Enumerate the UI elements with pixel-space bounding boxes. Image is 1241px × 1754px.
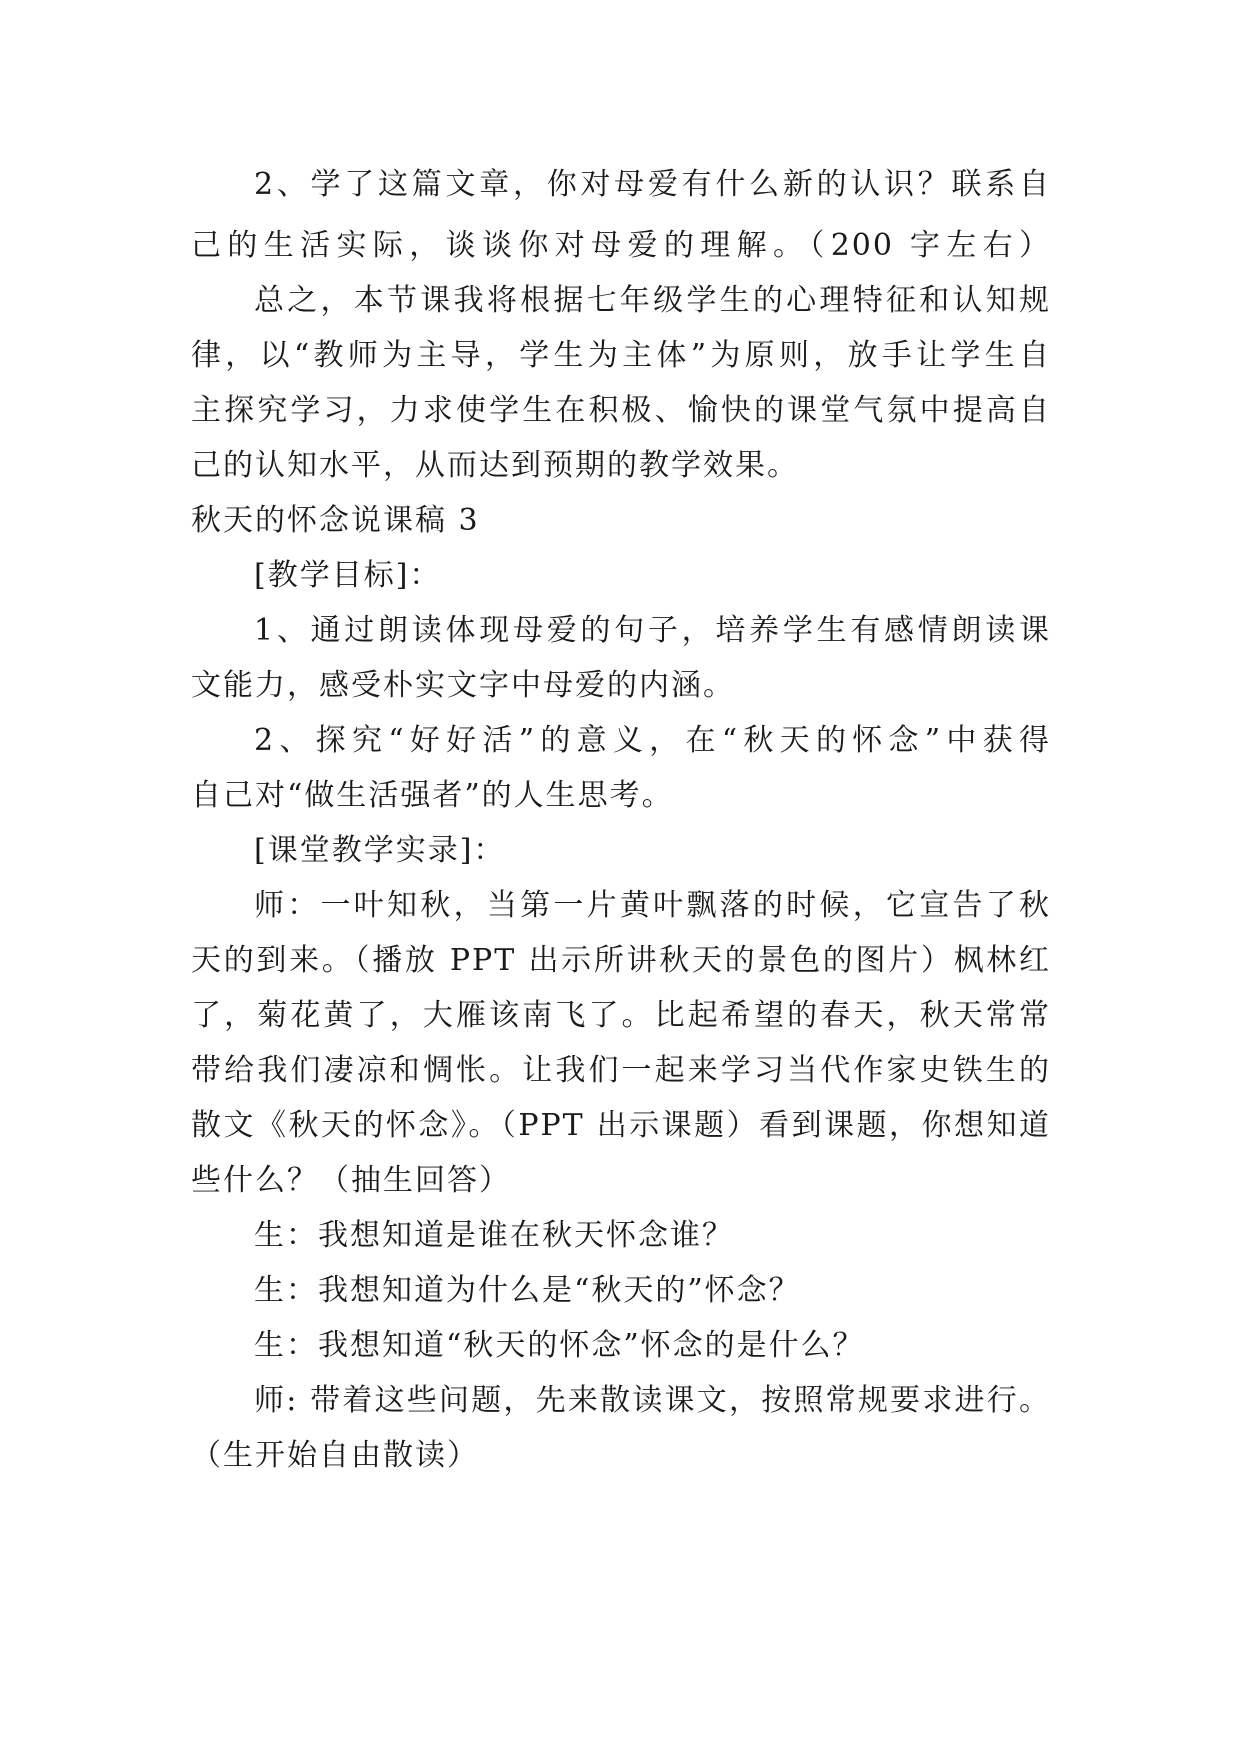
text-line: 些什么？（抽生回答） xyxy=(191,1163,511,1198)
text-line: 天的到来。（播放 PPT 出示所讲秋天的景色的图片）枫林红 xyxy=(191,943,1051,978)
text-line: 自己对“做生活强者”的人生思考。 xyxy=(191,778,674,813)
text-line: 1、通过朗读体现母爱的句子，培养学生有感情朗读课 xyxy=(254,613,1051,648)
text-line: 己的生活实际，谈谈你对母爱的理解。（200 字左右） xyxy=(191,228,1051,263)
text-line: [课堂教学实录]： xyxy=(254,833,506,868)
text-line: 生：我想知道“秋天的怀念”怀念的是什么？ xyxy=(254,1328,865,1363)
text-line: 师: 带着这些问题，先来散读课文，按照常规要求进行。 xyxy=(254,1383,1051,1418)
text-line: 己的认知水平，从而达到预期的教学效果。 xyxy=(191,448,799,483)
text-line: 生：我想知道是谁在秋天怀念谁？ xyxy=(254,1218,734,1253)
text-line: （生开始自由散读） xyxy=(191,1438,479,1473)
text-line: 散文《秋天的怀念》。（PPT 出示课题）看到课题，你想知道 xyxy=(191,1108,1051,1143)
text-line: 主探究学习，力求使学生在积极、愉快的课堂气氛中提高自 xyxy=(191,393,1051,428)
text-line: 带给我们凄凉和惆怅。让我们一起来学习当代作家史铁生的 xyxy=(191,1053,1051,1088)
text-line: 生：我想知道为什么是“秋天的”怀念？ xyxy=(254,1273,801,1308)
text-line: [教学目标]： xyxy=(254,558,442,593)
text-line: 文能力，感受朴实文字中母爱的内涵。 xyxy=(191,668,735,703)
text-line: 师：一叶知秋，当第一片黄叶飘落的时候，它宣告了秋 xyxy=(254,888,1051,923)
section-heading: 秋天的怀念说课稿 3 xyxy=(191,503,480,538)
text-line: 了，菊花黄了，大雁该南飞了。比起希望的春天，秋天常常 xyxy=(191,998,1051,1033)
text-line: 律，以“教师为主导，学生为主体”为原则，放手让学生自 xyxy=(191,338,1051,373)
text-line: 总之，本节课我将根据七年级学生的心理特征和认知规 xyxy=(254,283,1051,318)
text-line: 2、探究“好好活”的意义，在“秋天的怀念”中获得 xyxy=(254,723,1051,758)
text-line: 2、学了这篇文章，你对母爱有什么新的认识？联系自 xyxy=(254,167,1051,202)
